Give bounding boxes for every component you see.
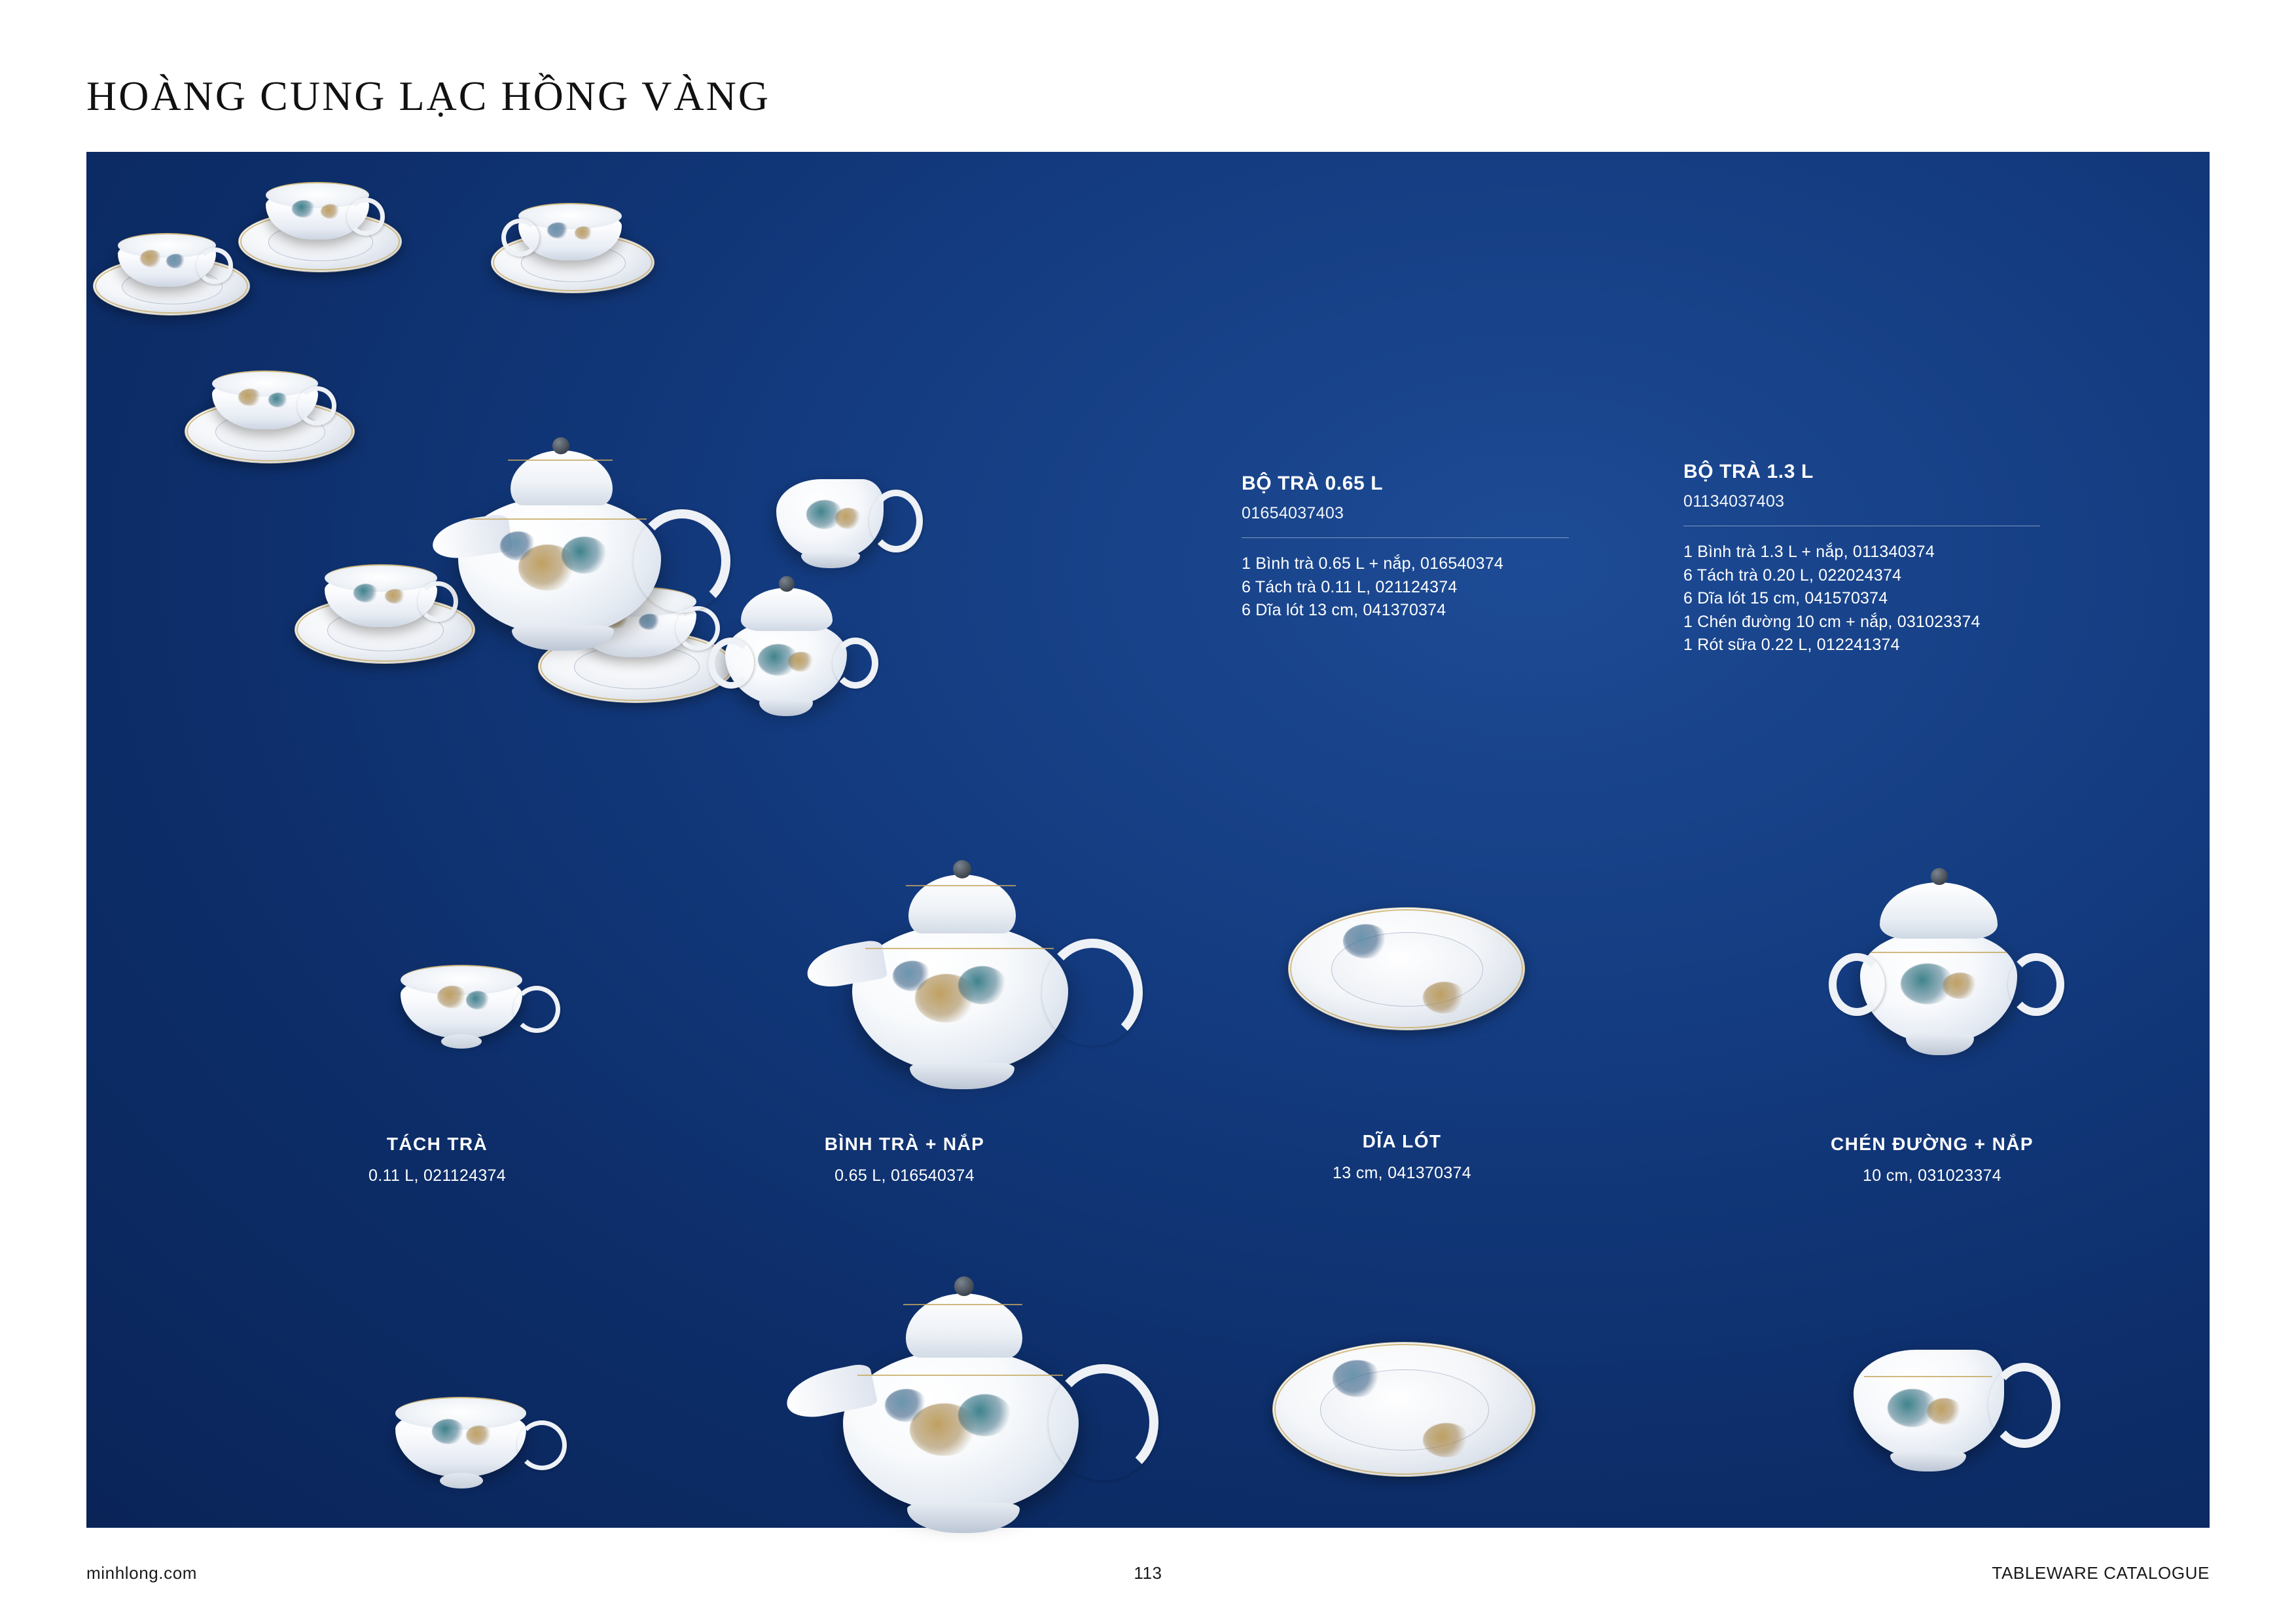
- product-caption-6: [1219, 1562, 1585, 1614]
- spec-title: BỘ TRÀ 0.65 L: [1242, 473, 1384, 494]
- footer-website[interactable]: minhlong.com: [86, 1563, 198, 1583]
- spec-item: 6 Dĩa lót 13 cm, 041370374: [1242, 601, 1446, 619]
- spec-code: 01134037403: [1683, 492, 1785, 511]
- product-name: BÌNH TRÀ + NẮP: [824, 1572, 985, 1593]
- spec-code: 01654037403: [1242, 504, 1344, 522]
- cup-hero-1: [111, 230, 229, 293]
- product-image-dia-lot-13: [1288, 890, 1524, 1047]
- product-name: TÁCH TRÀ: [386, 1134, 488, 1154]
- creamer-hero: [767, 460, 918, 584]
- product-name: DĨA LÓT: [1362, 1562, 1442, 1582]
- product-caption-4: [254, 1572, 620, 1624]
- product-desc: 0.65 L, 016540374: [834, 1166, 975, 1185]
- product-desc: 1.3 L, 011340374: [840, 1605, 969, 1623]
- product-caption-1: [721, 1134, 1088, 1185]
- page-title: HOÀNG CUNG LẠC HỒNG VÀNG: [86, 73, 771, 119]
- spec-title: BỘ TRÀ 1.3 L: [1683, 461, 1814, 482]
- product-image-binh-tra-065: [793, 826, 1160, 1101]
- spec-item: 1 Rót sữa 0.22 L, 012241374: [1683, 636, 1900, 654]
- product-name: TÁCH TRÀ: [386, 1572, 488, 1593]
- product-name: CHÉN ĐƯỜNG + NẮP: [1831, 1134, 2034, 1154]
- product-image-dia-lot-15: [1272, 1324, 1534, 1494]
- sugar-bowl-hero: [695, 571, 885, 728]
- product-name: BÌNH TRÀ + NẮP: [824, 1134, 985, 1154]
- product-image-binh-tra-13: [780, 1238, 1173, 1546]
- cup-hero-2: [258, 179, 382, 247]
- cup-hero-4: [204, 368, 332, 437]
- product-caption-0: [254, 1134, 620, 1185]
- product-desc: 15 cm, 041570374: [1333, 1595, 1471, 1613]
- cup-hero-3: [511, 200, 635, 268]
- spec-item: 1 Bình trà 1.3 L + nắp, 011340374: [1683, 543, 1935, 561]
- cup-hero-5: [317, 562, 453, 635]
- product-caption-5: [721, 1572, 1088, 1624]
- spec-item: 6 Tách trà 0.11 L, 021124374: [1242, 577, 1458, 596]
- spec-item: 6 Dĩa lót 15 cm, 041570374: [1683, 589, 1888, 607]
- product-desc: 0.11 L, 021124374: [368, 1166, 506, 1185]
- spec-divider: [1242, 537, 1569, 538]
- spec-item: 6 Tách trà 0.20 L, 022024374: [1683, 566, 1902, 585]
- product-caption-3: [1749, 1134, 2115, 1185]
- product-image-chen-duong: [1808, 852, 2070, 1075]
- spec-block-set-065: [1242, 473, 1569, 623]
- product-desc: 10 cm, 031023374: [1863, 1166, 2001, 1185]
- product-image-tach-tra-020: [368, 1389, 577, 1520]
- product-desc: 13 cm, 041370374: [1333, 1164, 1471, 1182]
- spec-item-list: [1683, 541, 2040, 657]
- footer-page-number: 113: [1134, 1563, 1162, 1583]
- product-name: DĨA LÓT: [1362, 1131, 1442, 1151]
- product-caption-2: [1219, 1131, 1585, 1183]
- product-desc: 0.22 L, 012241374: [1862, 1605, 2002, 1623]
- product-image-tach-tra-011: [374, 957, 571, 1075]
- product-image-rot-sua: [1827, 1317, 2063, 1500]
- footer-catalogue: TABLEWARE CATALOGUE: [1992, 1563, 2210, 1583]
- product-desc: 0.20 L, 022024374: [367, 1605, 507, 1623]
- spec-item: 1 Bình trà 0.65 L + nắp, 016540374: [1242, 554, 1503, 573]
- spec-item: 1 Chén đường 10 cm + nắp, 031023374: [1683, 612, 1981, 631]
- spec-block-set-13: [1683, 461, 2040, 657]
- spec-item-list: [1242, 552, 1569, 623]
- product-name: RÓT SỮA: [1886, 1572, 1978, 1593]
